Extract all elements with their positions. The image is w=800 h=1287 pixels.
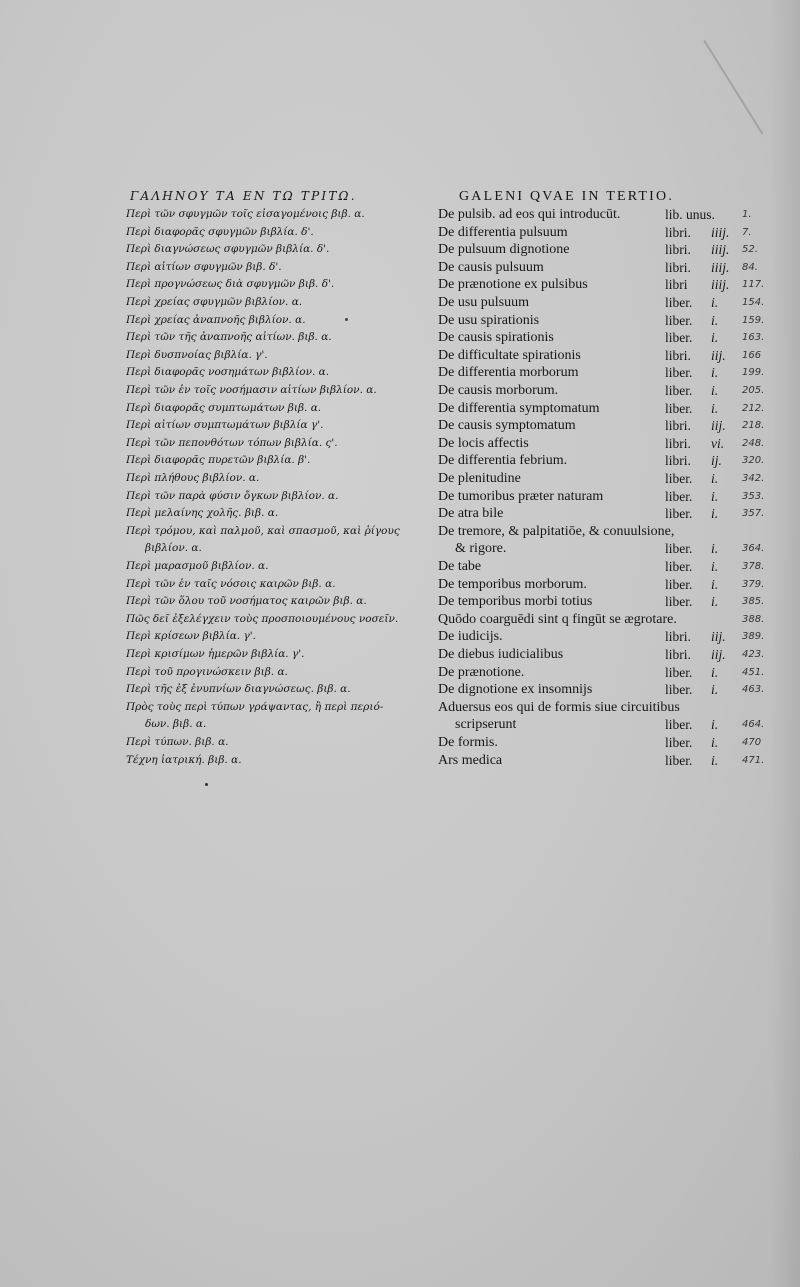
book-label: liber. — [665, 752, 693, 768]
book-label: liber. — [665, 471, 693, 486]
book-label: liber. — [665, 488, 693, 504]
book-label: libri. — [665, 418, 691, 434]
page-reference: 154. — [742, 297, 765, 308]
page-reference: 52. — [742, 244, 758, 256]
greek-title: Περὶ διαφορᾶς πυρετῶν βιβλία. β'. — [126, 454, 311, 467]
index-entry — [0, 417, 800, 435]
book-count: i. — [711, 559, 719, 574]
page-reference: 1. — [742, 209, 752, 220]
index-entry — [0, 664, 800, 682]
book-count: i. — [711, 735, 719, 750]
page-reference: 463. — [742, 684, 765, 696]
greek-title: Περὶ διαγνώσεως σφυγμῶν βιβλία. δ'. — [126, 243, 330, 256]
book-count: i. — [711, 576, 719, 592]
latin-title: De differentia morborum — [438, 365, 579, 381]
book-label: libri. — [665, 629, 691, 645]
book-label: liber. — [665, 365, 693, 381]
page-reference: 389. — [742, 631, 765, 643]
index-entry — [0, 347, 800, 365]
book-count: i. — [711, 400, 719, 416]
greek-title: Περὶ διαφορᾶς σφυγμῶν βιβλία. δ'. — [126, 225, 314, 238]
page-reference: 451. — [742, 666, 765, 678]
latin-title: & rigore. — [455, 541, 507, 557]
greek-heading: ΓΑΛΗΝΟΥ ΤΑ ΕΝ ΤΩ ΤΡΙΤΩ. — [130, 189, 357, 203]
book-count: i. — [711, 506, 719, 522]
index-entry — [0, 400, 800, 418]
book-count: iiij. — [711, 224, 730, 240]
greek-title: Τέχνη ἰατρική. βιβ. α. — [126, 753, 242, 766]
greek-title: Πῶς δεῖ ἐξελέγχειν τοὺς προσποιουμένους νοσεῖν. — [126, 612, 399, 625]
page-reference: 84. — [742, 261, 758, 273]
index-entry — [0, 488, 800, 506]
page-reference: 163. — [742, 332, 765, 344]
page-reference: 353. — [742, 490, 765, 502]
book-count: vi. — [711, 435, 725, 451]
latin-title: De temporibus morborum. — [438, 576, 587, 592]
index-entry — [0, 276, 800, 294]
latin-title: De causis morborum. — [438, 383, 559, 398]
latin-title: Quōdo coarguēdi sint q fingūt se ægrotare. — [438, 611, 677, 627]
book-count: iiij. — [711, 259, 730, 275]
latin-title: De prænotione. — [438, 664, 525, 680]
book-count: i. — [711, 541, 719, 557]
latin-title: De differentia febrium. — [438, 453, 568, 469]
book-count: iij. — [711, 347, 726, 363]
book-label: libri. — [665, 224, 691, 240]
latin-title: Ars medica — [438, 752, 503, 768]
index-entry — [0, 452, 800, 470]
book-label: liber. — [665, 295, 693, 310]
greek-title: Περὶ χρείας ἀναπνοῆς βιβλίον. α. — [126, 313, 306, 326]
latin-title: De causis pulsuum — [438, 259, 544, 275]
latin-title: De dignotione ex insomnijs — [438, 682, 593, 698]
index-entry — [0, 681, 800, 699]
index-entry — [0, 470, 800, 488]
book-count: i. — [711, 330, 719, 346]
greek-title: Πρὸς τοὺς περὶ τύπων γράψαντας, ἢ περὶ περιό- — [126, 700, 384, 713]
latin-title: De difficultate spirationis — [438, 347, 581, 363]
book-count: iij. — [711, 647, 726, 662]
index-entry — [0, 329, 800, 347]
latin-title: De diebus iudicialibus — [438, 647, 564, 662]
latin-title: De pulsib. ad eos qui introducūt. — [438, 207, 621, 222]
greek-title: Περὶ διαφορᾶς συμπτωμάτων βιβ. α. — [126, 401, 322, 414]
page-reference: 378. — [742, 561, 765, 572]
page-reference: 218. — [742, 420, 765, 432]
greek-title: Περὶ κρίσεων βιβλία. γ'. — [126, 630, 256, 643]
book-label: liber. — [665, 682, 693, 698]
index-entry — [0, 646, 800, 664]
greek-title: Περὶ διαφορᾶς νοσημάτων βιβλίον. α. — [126, 366, 330, 379]
index-entry — [0, 505, 800, 523]
index-entry — [0, 312, 800, 330]
book-label: libri — [665, 277, 688, 293]
latin-title: De iudicijs. — [438, 629, 503, 645]
greek-title: Περὶ μελαίνης χολῆς. βιβ. α. — [126, 507, 279, 520]
latin-heading: GALENI QVAE IN TERTIO. — [459, 189, 675, 204]
page-reference: 357. — [742, 508, 765, 520]
index-entry — [0, 540, 800, 558]
latin-title: De tumoribus præter naturam — [438, 488, 604, 504]
book-count: i. — [711, 594, 719, 610]
book-count: i. — [711, 682, 719, 698]
page-reference: 385. — [742, 596, 765, 608]
latin-title: De differentia symptomatum — [438, 400, 600, 416]
index-entry — [0, 523, 800, 541]
latin-title: De pulsuum dignotione — [438, 242, 570, 258]
index-entry — [0, 699, 800, 717]
page-reference: 7. — [742, 226, 752, 238]
latin-title: De atra bile — [438, 506, 504, 522]
latin-title: De usu spirationis — [438, 312, 540, 328]
latin-title: De prænotione ex pulsibus — [438, 277, 588, 293]
index-entry — [0, 382, 800, 400]
page-reference: 470 — [742, 737, 762, 748]
book-label: libri. — [665, 453, 691, 469]
index-entry — [0, 259, 800, 277]
book-label: liber. — [665, 541, 693, 557]
index-entry — [0, 716, 800, 734]
latin-title: De temporibus morbi totius — [438, 594, 593, 610]
index-entry — [0, 364, 800, 382]
latin-title: scripserunt — [455, 717, 517, 733]
greek-title: Περὶ τῶν τῆς ἀναπνοῆς αἰτίων. βιβ. α. — [126, 331, 332, 344]
book-label: liber. — [665, 576, 693, 592]
index-entry — [0, 576, 800, 594]
book-count: iiij. — [711, 277, 730, 293]
book-count: iiij. — [711, 242, 730, 258]
book-label: liber. — [665, 717, 693, 733]
index-entry — [0, 435, 800, 453]
greek-title: Περὶ χρείας σφυγμῶν βιβλίον. α. — [126, 296, 303, 308]
latin-title: De usu pulsuum — [438, 295, 529, 310]
page-reference: 199. — [742, 367, 765, 379]
greek-title: Περὶ τῆς ἐξ ἐνυπνίων διαγνώσεως. βιβ. α. — [126, 683, 351, 696]
index-entry — [0, 241, 800, 259]
page-reference: 159. — [742, 314, 765, 326]
page-reference: 248. — [742, 437, 765, 449]
greek-title: Περὶ τύπων. βιβ. α. — [126, 736, 229, 748]
greek-title: Περὶ δυσπνοίας βιβλία. γ'. — [126, 348, 268, 361]
ink-speck — [205, 783, 208, 786]
greek-title: Περὶ αἰτίων συμπτωμάτων βιβλία γ'. — [126, 419, 324, 432]
greek-title: Περὶ μαρασμοῦ βιβλίον. α. — [126, 560, 269, 572]
latin-title: Aduersus eos qui de formis siue circuitibus — [438, 699, 680, 715]
greek-title: Περὶ κρισίμων ἡμερῶν βιβλία. γ'. — [126, 648, 305, 660]
latin-title: De causis spirationis — [438, 330, 554, 346]
book-count: i. — [711, 312, 719, 328]
page-reference: 205. — [742, 385, 765, 396]
page-reference: 320. — [742, 455, 765, 467]
index-entry — [0, 206, 800, 224]
book-label: liber. — [665, 559, 693, 574]
page-fold-line — [703, 40, 763, 134]
book-count: i. — [711, 471, 719, 486]
index-entry — [0, 224, 800, 242]
greek-title: Περὶ τῶν σφυγμῶν τοῖς εἰσαγομένοις βιβ. α. — [126, 208, 365, 220]
greek-title: Περὶ τῶν πεπονθότων τόπων βιβλία. ς'. — [126, 436, 338, 449]
book-label: liber. — [665, 400, 693, 416]
page-reference: 342. — [742, 473, 765, 484]
page-reference: 464. — [742, 719, 765, 731]
page-reference: 166 — [742, 349, 762, 361]
page-reference: 471. — [742, 754, 765, 766]
book-count: ij. — [711, 453, 722, 469]
book-count: iij. — [711, 418, 726, 434]
book-count: i. — [711, 295, 719, 310]
page-reference: 379. — [742, 578, 765, 590]
index-entry — [0, 558, 800, 576]
greek-title: Περὶ τῶν ὅλου τοῦ νοσήματος καιρῶν βιβ. α. — [126, 595, 367, 608]
book-label: libri. — [665, 242, 691, 258]
book-label: libri. — [665, 347, 691, 363]
greek-title: Περὶ τρόμου, καὶ παλμοῦ, καὶ σπασμοῦ, καὶ ῥίγους — [126, 524, 400, 537]
index-entry — [0, 593, 800, 611]
greek-title: Περὶ προγνώσεως διὰ σφυγμῶν βιβ. δ'. — [126, 278, 335, 291]
book-count: i. — [711, 488, 719, 504]
greek-title: Περὶ τῶν ἐν τοῖς νοσήμασιν αἰτίων βιβλίον. α. — [126, 384, 377, 396]
greek-title: βιβλίον. α. — [145, 542, 202, 555]
book-label: liber. — [665, 330, 693, 346]
greek-title: Περὶ πλήθους βιβλίον. α. — [126, 472, 260, 484]
book-label: liber. — [665, 664, 693, 680]
book-count: i. — [711, 717, 719, 733]
book-label: liber. — [665, 383, 693, 398]
latin-title: De tremore, & palpitatiōe, & conuulsione, — [438, 523, 675, 539]
latin-title: De differentia pulsuum — [438, 224, 568, 240]
page-reference: 423. — [742, 649, 765, 660]
greek-title: Περὶ αἰτίων σφυγμῶν βιβ. δ'. — [126, 260, 282, 273]
latin-title: De locis affectis — [438, 435, 529, 451]
book-count: iij. — [711, 629, 726, 645]
book-label: liber. — [665, 594, 693, 610]
book-label: liber. — [665, 735, 693, 750]
ink-speck — [345, 318, 348, 321]
page-reference: 364. — [742, 543, 765, 555]
book-label: libri. — [665, 435, 691, 451]
book-count: i. — [711, 365, 719, 381]
page-reference: 212. — [742, 402, 765, 414]
latin-title: De causis symptomatum — [438, 418, 576, 434]
greek-title: Περὶ τῶν ἐν ταῖς νόσοις καιρῶν βιβ. α. — [126, 577, 336, 590]
book-count: i. — [711, 664, 719, 680]
page-reference: 117. — [742, 279, 765, 291]
book-label: liber. — [665, 312, 693, 328]
book-label: libri. — [665, 647, 691, 662]
latin-title: De formis. — [438, 735, 498, 750]
index-entry — [0, 628, 800, 646]
book-label: liber. — [665, 506, 693, 522]
index-entry — [0, 752, 800, 770]
latin-title: De tabe — [438, 559, 482, 574]
book-count: i. — [711, 752, 719, 768]
latin-title: De plenitudine — [438, 471, 521, 486]
greek-title: Περὶ τοῦ προγινώσκειν βιβ. α. — [126, 665, 288, 678]
index-entry — [0, 294, 800, 312]
book-label: lib. unus. — [665, 207, 715, 222]
greek-title: δων. βιβ. α. — [145, 718, 207, 731]
book-label: libri. — [665, 259, 691, 275]
greek-title: Περὶ τῶν παρὰ φύσιν ὄγκων βιβλίον. α. — [126, 489, 339, 502]
index-entry — [0, 734, 800, 752]
book-count: i. — [711, 383, 719, 398]
page-reference: 388. — [742, 613, 765, 625]
index-entry — [0, 611, 800, 629]
